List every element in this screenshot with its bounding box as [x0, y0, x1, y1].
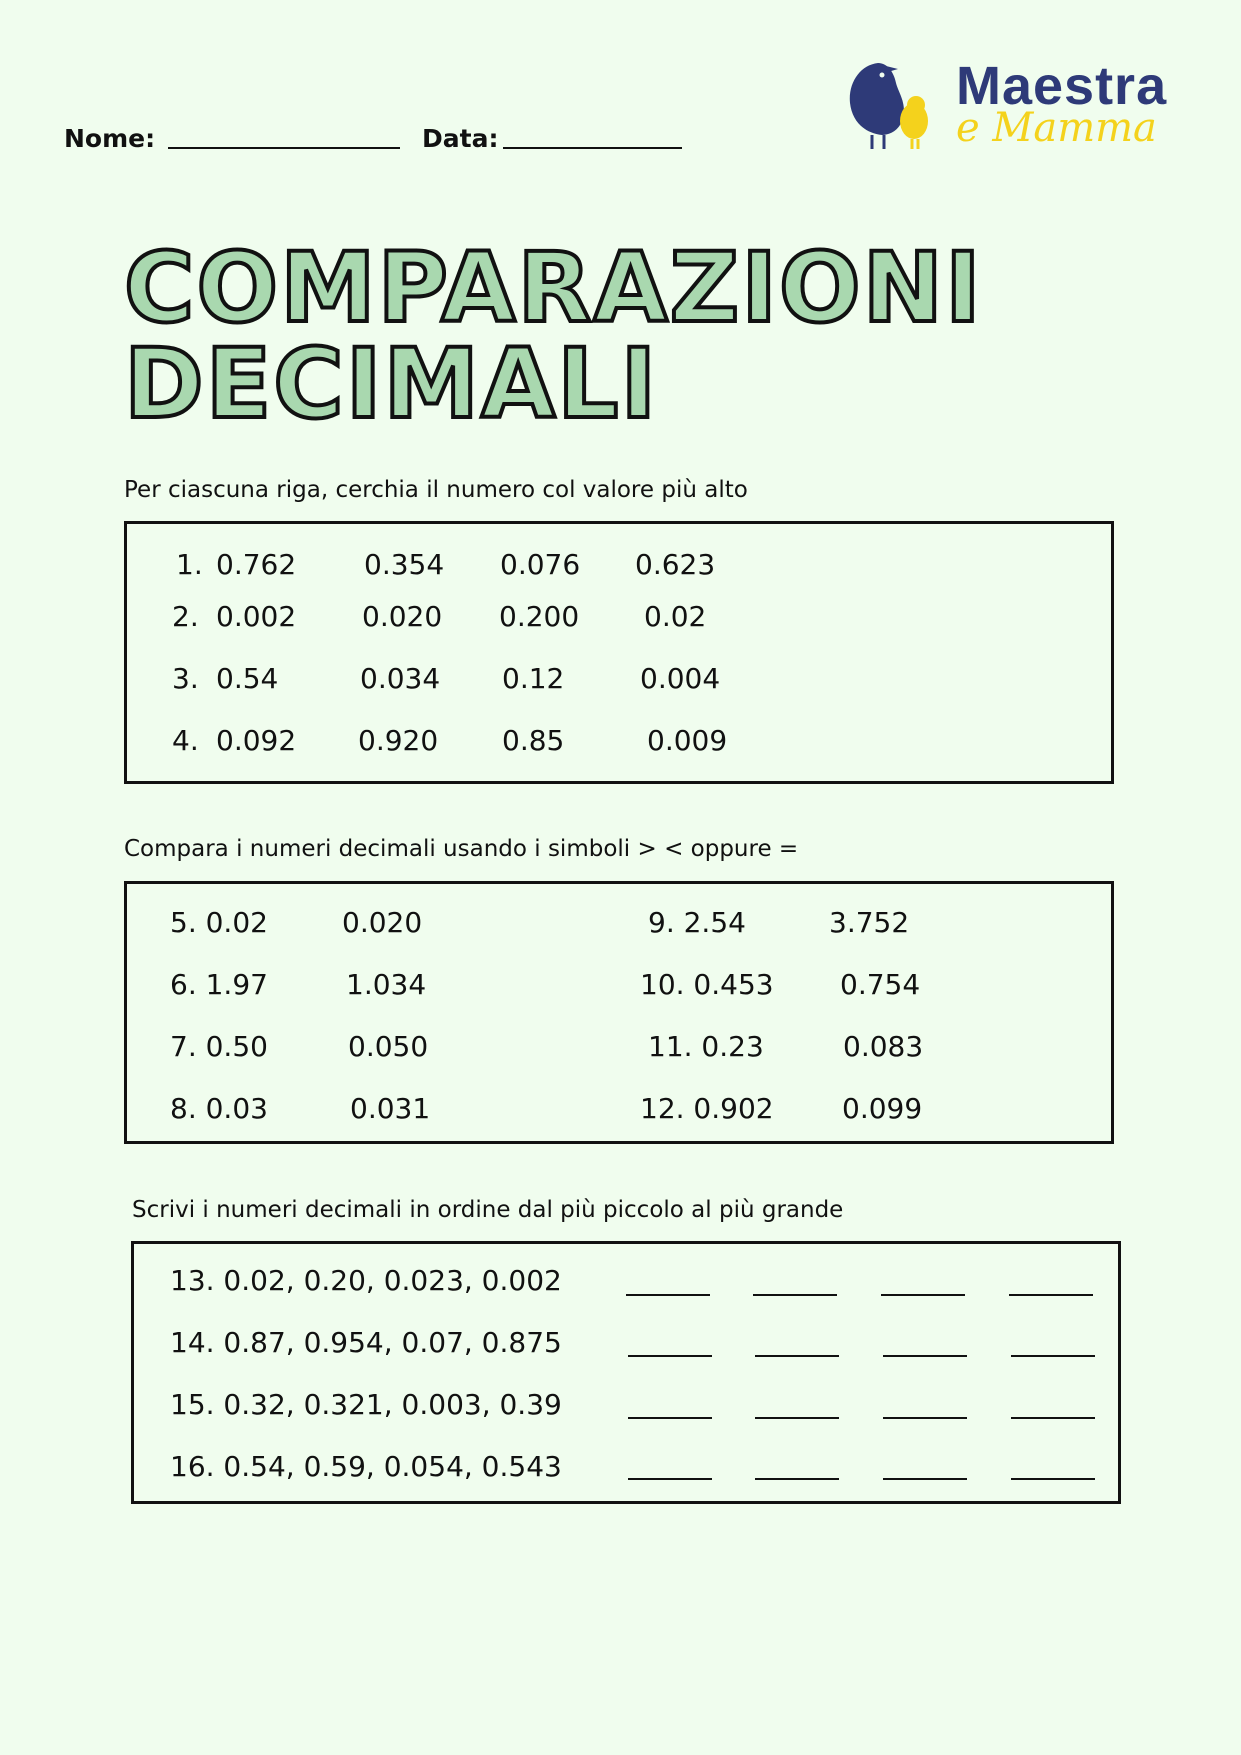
choice-value[interactable]: 0.02	[644, 600, 707, 633]
compare-left-value: 1.034	[346, 968, 427, 1001]
compare-right-label: 9. 2.54	[648, 906, 746, 939]
answer-blank[interactable]	[881, 1294, 965, 1296]
choice-value[interactable]: 0.020	[362, 600, 443, 633]
answer-blank[interactable]	[753, 1294, 837, 1296]
compare-right-value: 0.754	[840, 968, 921, 1001]
choice-value[interactable]: 0.004	[640, 662, 721, 695]
compare-right-label: 12. 0.902	[640, 1092, 774, 1125]
choice-value[interactable]: 0.092	[216, 724, 297, 757]
answer-blank[interactable]	[1011, 1417, 1095, 1419]
answer-blank[interactable]	[755, 1355, 839, 1357]
choice-value[interactable]: 0.85	[502, 724, 565, 757]
name-label: Nome:	[64, 124, 156, 153]
choice-value[interactable]: 0.920	[358, 724, 439, 757]
answer-blank[interactable]	[755, 1417, 839, 1419]
logo-title: Maestra	[956, 56, 1168, 116]
choice-value[interactable]: 0.009	[647, 724, 728, 757]
page-title-line-2: DECIMALI	[124, 328, 659, 440]
answer-blank[interactable]	[755, 1478, 839, 1480]
answer-blank[interactable]	[1011, 1355, 1095, 1357]
name-field-line[interactable]	[168, 147, 400, 149]
answer-blank[interactable]	[883, 1478, 967, 1480]
answer-blank[interactable]	[883, 1355, 967, 1357]
row-number: 2.	[172, 600, 199, 633]
choice-value[interactable]: 0.076	[500, 548, 581, 581]
order-row-label: 15. 0.32, 0.321, 0.003, 0.39	[170, 1388, 562, 1421]
section2-box	[124, 881, 1114, 1144]
compare-left-label: 7. 0.50	[170, 1030, 268, 1063]
compare-right-label: 11. 0.23	[648, 1030, 764, 1063]
answer-blank[interactable]	[628, 1355, 712, 1357]
section3-instruction: Scrivi i numeri decimali in ordine dal più piccolo al più grande	[132, 1197, 844, 1223]
choice-value[interactable]: 0.762	[216, 548, 297, 581]
choice-value[interactable]: 0.12	[502, 662, 565, 695]
answer-blank[interactable]	[628, 1478, 712, 1480]
choice-value[interactable]: 0.354	[364, 548, 445, 581]
date-label: Data:	[422, 124, 499, 153]
row-number: 3.	[172, 662, 199, 695]
answer-blank[interactable]	[626, 1294, 710, 1296]
compare-right-value: 0.083	[843, 1030, 924, 1063]
answer-blank[interactable]	[883, 1417, 967, 1419]
choice-value[interactable]: 0.002	[216, 600, 297, 633]
section1-instruction: Per ciascuna riga, cerchia il numero col valore più alto	[124, 477, 748, 503]
order-row-label: 13. 0.02, 0.20, 0.023, 0.002	[170, 1264, 562, 1297]
order-row-label: 14. 0.87, 0.954, 0.07, 0.875	[170, 1326, 562, 1359]
answer-blank[interactable]	[1011, 1478, 1095, 1480]
order-row-label: 16. 0.54, 0.59, 0.054, 0.543	[170, 1450, 562, 1483]
row-number: 1.	[176, 548, 203, 581]
compare-left-label: 6. 1.97	[170, 968, 268, 1001]
answer-blank[interactable]	[628, 1417, 712, 1419]
compare-left-label: 8. 0.03	[170, 1092, 268, 1125]
choice-value[interactable]: 0.54	[216, 662, 279, 695]
section2-instruction: Compara i numeri decimali usando i simboli > < oppure =	[124, 836, 799, 862]
date-field-line[interactable]	[503, 147, 682, 149]
bird-icon	[838, 55, 938, 155]
compare-left-value: 0.050	[348, 1030, 429, 1063]
compare-right-value: 0.099	[842, 1092, 923, 1125]
choice-value[interactable]: 0.200	[499, 600, 580, 633]
compare-left-value: 0.020	[342, 906, 423, 939]
compare-left-value: 0.031	[350, 1092, 431, 1125]
row-number: 4.	[172, 724, 199, 757]
compare-left-label: 5. 0.02	[170, 906, 268, 939]
compare-right-label: 10. 0.453	[640, 968, 774, 1001]
choice-value[interactable]: 0.623	[635, 548, 716, 581]
choice-value[interactable]: 0.034	[360, 662, 441, 695]
answer-blank[interactable]	[1009, 1294, 1093, 1296]
page-title-line-1: COMPARAZIONI	[124, 232, 983, 344]
logo	[838, 55, 1178, 155]
logo-subtitle: e Mamma	[956, 105, 1157, 151]
compare-right-value: 3.752	[829, 906, 910, 939]
